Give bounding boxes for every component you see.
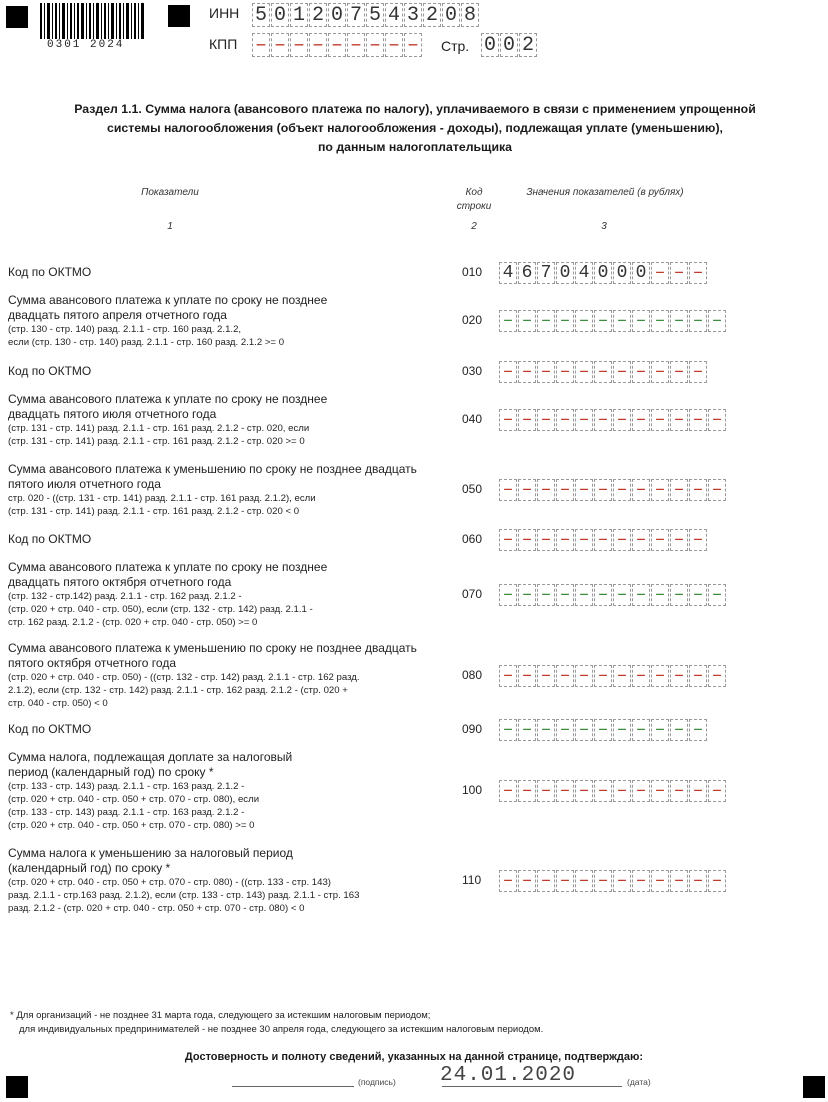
indicator-title-line: двадцать пятого апреля отчетного года (8, 308, 227, 322)
indicator-description (8, 560, 448, 629)
digit-cell[interactable]: 2 (309, 3, 327, 27)
indicator-description (8, 293, 448, 349)
digit-cell[interactable]: – (518, 584, 536, 606)
digit-cell[interactable]: 6 (518, 262, 536, 284)
digit-cell[interactable]: 4 (499, 262, 517, 284)
page-label: Стр. (441, 38, 470, 54)
digit-cell[interactable]: – (670, 479, 688, 501)
value-cells (499, 719, 707, 741)
value-cells (499, 310, 726, 332)
indicator-description (8, 750, 448, 832)
digit-cell[interactable]: – (632, 780, 650, 802)
digit-cell[interactable]: 2 (519, 33, 537, 57)
digit-cell[interactable]: – (594, 529, 612, 551)
digit-cell[interactable]: – (670, 719, 688, 741)
indicator-title-line: Код по ОКТМО (8, 265, 92, 279)
digit-cell[interactable]: – (537, 665, 555, 687)
indicator-title-line: Сумма авансового платежа к уплате по сроку не позднее (8, 560, 328, 574)
indicator-formula-line: (стр. 131 - стр. 141) разд. 2.1.1 - стр. 161 разд. 2.1.2 - стр. 020 >= 0 (8, 436, 305, 447)
digit-cell[interactable]: – (670, 870, 688, 892)
indicator-formula-line: разд. 2.1.2 - (стр. 020 + стр. 040 - стр. 050 + стр. 070 - стр. 080) < 0 (8, 903, 305, 914)
digit-cell[interactable]: – (613, 584, 631, 606)
digit-cell[interactable]: – (385, 33, 403, 57)
indicator-formula-line: стр. 040 - стр. 050) < 0 (8, 698, 108, 709)
digit-cell[interactable]: – (689, 665, 707, 687)
corner-marker-bottom-right (803, 1076, 825, 1098)
indicator-description (8, 722, 448, 737)
row-code: 020 (462, 313, 483, 327)
digit-cell[interactable]: – (670, 361, 688, 383)
digit-cell[interactable]: – (252, 33, 270, 57)
digit-cell[interactable]: 0 (632, 262, 650, 284)
row-code: 100 (462, 783, 483, 797)
digit-cell[interactable]: – (537, 409, 555, 431)
indicator-formula-line: (стр. 132 - стр.142) разд. 2.1.1 - стр. 162 разд. 2.1.2 - (8, 591, 242, 602)
digit-cell[interactable]: – (575, 870, 593, 892)
digit-cell[interactable]: – (575, 719, 593, 741)
confirmation-text: Достоверность и полноту сведений, указанных на данной странице, подтверждаю: (184, 1051, 644, 1063)
indicator-description (8, 392, 448, 448)
digit-cell[interactable]: – (708, 870, 726, 892)
digit-cell[interactable]: 0 (481, 33, 499, 57)
column-header-code-line: Код (465, 187, 483, 198)
digit-cell[interactable]: – (556, 310, 574, 332)
digit-cell[interactable]: – (575, 780, 593, 802)
digit-cell[interactable]: – (556, 361, 574, 383)
column-header-code-line: строки (456, 201, 492, 212)
digit-cell[interactable]: – (613, 719, 631, 741)
digit-cell[interactable]: – (594, 665, 612, 687)
digit-cell[interactable]: – (651, 361, 669, 383)
digit-cell[interactable]: – (575, 584, 593, 606)
indicator-description (8, 532, 448, 547)
value-cells (499, 780, 726, 802)
column-header-values: Значения показателей (в рублях) (526, 187, 684, 198)
digit-cell[interactable]: – (575, 665, 593, 687)
signature-line[interactable] (232, 1086, 354, 1087)
digit-cell[interactable]: – (499, 310, 517, 332)
indicator-formula-line: (стр. 020 + стр. 040 - стр. 050), если (стр. 132 - стр. 142) разд. 2.1.1 - (8, 604, 313, 615)
footnote (10, 1009, 543, 1037)
digit-cell[interactable]: 0 (442, 3, 460, 27)
digit-cell[interactable]: – (632, 665, 650, 687)
indicator-formula-line: если (стр. 130 - стр. 140) разд. 2.1.1 - стр. 160 разд. 2.1.2 >= 0 (8, 337, 285, 348)
digit-cell[interactable]: 5 (252, 3, 270, 27)
digit-cell[interactable]: 4 (385, 3, 403, 27)
digit-cell[interactable]: – (518, 665, 536, 687)
digit-cell[interactable]: – (651, 409, 669, 431)
digit-cell[interactable]: – (537, 529, 555, 551)
digit-cell[interactable]: – (708, 780, 726, 802)
digit-cell[interactable]: – (651, 529, 669, 551)
row-code: 070 (462, 586, 483, 601)
digit-cell[interactable]: 0 (500, 33, 518, 57)
row-code: 030 (462, 363, 483, 378)
indicator-formula-line: разд. 2.1.1 - стр.163 разд. 2.1.2), если (стр. 133 - стр. 143) разд. 2.1.1 - стр. 163 (8, 890, 360, 901)
digit-cell[interactable]: – (518, 780, 536, 802)
indicator-title-line: Сумма авансового платежа к уменьшению по сроку не позднее двадцать (8, 462, 417, 476)
digit-cell[interactable]: 2 (423, 3, 441, 27)
digit-cell[interactable]: – (537, 361, 555, 383)
digit-cell[interactable]: – (499, 665, 517, 687)
digit-cell[interactable]: – (689, 262, 707, 284)
indicator-formula-line: (стр. 131 - стр. 141) разд. 2.1.1 - стр. 161 разд. 2.1.2 - стр. 020, если (8, 423, 310, 434)
digit-cell[interactable]: – (613, 529, 631, 551)
column-number-2: 2 (471, 221, 477, 232)
digit-cell[interactable]: – (708, 409, 726, 431)
digit-cell[interactable]: – (518, 361, 536, 383)
digit-cell[interactable]: – (404, 33, 422, 57)
kpp-label: КПП (209, 36, 238, 52)
digit-cell[interactable]: – (613, 870, 631, 892)
digit-cell[interactable]: – (670, 529, 688, 551)
digit-cell[interactable]: – (594, 409, 612, 431)
digit-cell[interactable]: – (670, 409, 688, 431)
corner-marker-top-mid (168, 5, 190, 27)
digit-cell[interactable]: – (499, 529, 517, 551)
digit-cell[interactable]: – (518, 529, 536, 551)
digit-cell[interactable]: – (499, 479, 517, 501)
digit-cell[interactable]: – (613, 310, 631, 332)
kpp-cells (252, 33, 422, 57)
digit-cell[interactable]: – (632, 409, 650, 431)
indicator-title-line: Сумма налога, подлежащая доплате за налоговый (8, 750, 293, 764)
indicator-description (8, 364, 448, 379)
indicator-formula-line: (стр. 020 + стр. 040 - стр. 050 + стр. 070 - стр. 080), если (8, 794, 260, 805)
digit-cell[interactable]: – (556, 529, 574, 551)
date-label: (дата) (627, 1077, 651, 1087)
indicator-title-line: Сумма авансового платежа к уплате по сроку не позднее (8, 392, 328, 406)
value-cells (499, 665, 726, 687)
digit-cell[interactable]: – (499, 409, 517, 431)
signature-label: (подпись) (358, 1077, 396, 1087)
digit-cell[interactable]: – (670, 780, 688, 802)
indicator-formula-line: 2.1.2), если (стр. 132 - стр. 142) разд. 2.1.1 - стр. 162 разд. 2.1.2 - (стр. 020 + (8, 685, 348, 696)
digit-cell[interactable]: – (499, 719, 517, 741)
digit-cell[interactable]: – (689, 780, 707, 802)
section-title-line: Раздел 1.1. Сумма налога (авансового платежа по налогу), уплачиваемого в связи с применением упрощенной (74, 102, 756, 116)
digit-cell[interactable]: – (670, 584, 688, 606)
digit-cell[interactable]: – (556, 870, 574, 892)
digit-cell[interactable]: – (651, 780, 669, 802)
digit-cell[interactable]: – (689, 310, 707, 332)
indicator-title-line: (календарный год) по сроку * (8, 861, 171, 875)
digit-cell[interactable]: – (537, 584, 555, 606)
digit-cell[interactable]: – (575, 361, 593, 383)
digit-cell[interactable]: – (499, 361, 517, 383)
digit-cell[interactable]: – (689, 479, 707, 501)
row-code: 010 (462, 264, 483, 279)
digit-cell[interactable]: – (366, 33, 384, 57)
digit-cell[interactable]: – (632, 529, 650, 551)
value-cells (499, 262, 707, 284)
inn-cells (252, 3, 479, 27)
column-header-indicators: Показатели (141, 187, 199, 198)
digit-cell[interactable]: – (632, 479, 650, 501)
indicator-title-line: период (календарный год) по сроку * (8, 765, 214, 779)
digit-cell[interactable]: – (689, 361, 707, 383)
digit-cell[interactable]: – (632, 310, 650, 332)
digit-cell[interactable]: – (708, 479, 726, 501)
indicator-title-line: пятого июля отчетного года (8, 477, 161, 491)
indicator-formula-line: стр. 020 - ((стр. 131 - стр. 141) разд. 2.1.1 - стр. 161 разд. 2.1.2), если (8, 493, 316, 504)
row-code: 050 (462, 482, 483, 496)
digit-cell[interactable]: – (651, 719, 669, 741)
indicator-title-line: Сумма налога к уменьшению за налоговый период (8, 846, 293, 860)
digit-cell[interactable]: – (651, 310, 669, 332)
row-code: 040 (462, 412, 483, 426)
digit-cell[interactable]: – (670, 310, 688, 332)
section-title (20, 100, 810, 157)
digit-cell[interactable]: – (518, 479, 536, 501)
digit-cell[interactable]: – (499, 584, 517, 606)
digit-cell[interactable]: – (556, 409, 574, 431)
value-cells (499, 479, 726, 501)
digit-cell[interactable]: – (328, 33, 346, 57)
digit-cell[interactable]: – (594, 361, 612, 383)
digit-cell[interactable]: – (651, 479, 669, 501)
digit-cell[interactable]: – (632, 870, 650, 892)
indicator-description (8, 846, 448, 915)
digit-cell[interactable]: – (708, 584, 726, 606)
digit-cell[interactable]: – (537, 719, 555, 741)
digit-cell[interactable]: – (499, 780, 517, 802)
digit-cell[interactable]: 7 (537, 262, 555, 284)
digit-cell[interactable]: – (708, 310, 726, 332)
digit-cell[interactable]: – (651, 665, 669, 687)
corner-marker-top-left (6, 6, 28, 28)
indicator-description (8, 265, 448, 280)
value-cells (499, 870, 726, 892)
digit-cell[interactable]: 4 (575, 262, 593, 284)
row-code: 110 (462, 872, 482, 887)
digit-cell[interactable]: 7 (347, 3, 365, 27)
digit-cell[interactable]: – (651, 870, 669, 892)
indicator-formula-line: (стр. 020 + стр. 040 - стр. 050) - ((стр. 132 - стр. 142) разд. 2.1.1 - стр. 162 разд. (8, 672, 360, 683)
digit-cell[interactable]: – (309, 33, 327, 57)
indicator-formula-line: (стр. 020 + стр. 040 - стр. 050 + стр. 070 - стр. 080) >= 0 (8, 820, 255, 831)
digit-cell[interactable]: – (689, 529, 707, 551)
page-number-cells (481, 33, 537, 57)
digit-cell[interactable]: – (708, 665, 726, 687)
row-code: 080 (462, 667, 483, 682)
indicator-formula-line: стр. 162 разд. 2.1.2 - (стр. 020 + стр. 040 - стр. 050) >= 0 (8, 617, 258, 628)
digit-cell[interactable]: 0 (271, 3, 289, 27)
column-header-code (452, 186, 496, 214)
digit-cell[interactable]: – (594, 479, 612, 501)
digit-cell[interactable]: – (518, 310, 536, 332)
digit-cell[interactable]: – (613, 361, 631, 383)
digit-cell[interactable]: – (537, 780, 555, 802)
digit-cell[interactable]: – (613, 479, 631, 501)
indicator-title-line: Код по ОКТМО (8, 722, 92, 736)
digit-cell[interactable]: – (594, 870, 612, 892)
digit-cell[interactable]: – (670, 665, 688, 687)
digit-cell[interactable]: – (556, 479, 574, 501)
digit-cell[interactable]: 3 (404, 3, 422, 27)
digit-cell[interactable]: 0 (594, 262, 612, 284)
digit-cell[interactable]: – (651, 262, 669, 284)
section-title-line: системы налогообложения (объект налогообложения - доходы), подлежащая уплате (уменьшению), (107, 121, 723, 135)
digit-cell[interactable]: – (594, 780, 612, 802)
column-number-3: 3 (601, 221, 607, 232)
digit-cell[interactable]: – (499, 870, 517, 892)
digit-cell[interactable]: 0 (328, 3, 346, 27)
digit-cell[interactable]: – (556, 719, 574, 741)
value-cells (499, 409, 726, 431)
digit-cell[interactable]: – (613, 780, 631, 802)
digit-cell[interactable]: – (689, 870, 707, 892)
indicator-description (8, 641, 448, 710)
indicator-title-line: пятого октября отчетного года (8, 656, 176, 670)
date-line (442, 1086, 622, 1087)
indicator-title-line: двадцать пятого июля отчетного года (8, 407, 217, 421)
digit-cell[interactable]: – (556, 584, 574, 606)
digit-cell[interactable]: – (271, 33, 289, 57)
digit-cell[interactable]: – (556, 780, 574, 802)
digit-cell[interactable]: – (537, 870, 555, 892)
indicator-title-line: двадцать пятого октября отчетного года (8, 575, 232, 589)
indicator-formula-line: (стр. 131 - стр. 141) разд. 2.1.1 - стр. 161 разд. 2.1.2 - стр. 020 < 0 (8, 506, 300, 517)
digit-cell[interactable]: – (556, 665, 574, 687)
indicator-formula-line: (стр. 133 - стр. 143) разд. 2.1.1 - стр. 163 разд. 2.1.2 - (8, 807, 245, 818)
indicator-formula-line: (стр. 020 + стр. 040 - стр. 050 + стр. 070 - стр. 080) - ((стр. 133 - стр. 143) (8, 877, 331, 888)
indicator-formula-line: (стр. 130 - стр. 140) разд. 2.1.1 - стр. 160 разд. 2.1.2, (8, 324, 242, 335)
digit-cell[interactable]: 8 (461, 3, 479, 27)
digit-cell[interactable]: 1 (290, 3, 308, 27)
indicator-formula-line: (стр. 133 - стр. 143) разд. 2.1.1 - стр. 163 разд. 2.1.2 - (8, 781, 245, 792)
value-cells (499, 361, 707, 383)
digit-cell[interactable]: – (575, 479, 593, 501)
digit-cell[interactable]: – (594, 584, 612, 606)
digit-cell[interactable]: – (537, 479, 555, 501)
indicator-description (8, 462, 448, 518)
date-value[interactable]: 24.01.2020 (440, 1064, 577, 1087)
digit-cell[interactable]: – (347, 33, 365, 57)
digit-cell[interactable]: – (518, 719, 536, 741)
digit-cell[interactable]: – (537, 310, 555, 332)
digit-cell[interactable]: – (594, 719, 612, 741)
digit-cell[interactable]: – (689, 409, 707, 431)
digit-cell[interactable]: – (575, 310, 593, 332)
digit-cell[interactable]: – (518, 409, 536, 431)
inn-label: ИНН (209, 5, 240, 21)
digit-cell[interactable]: – (689, 719, 707, 741)
barcode-image (40, 3, 146, 39)
digit-cell[interactable]: – (575, 529, 593, 551)
digit-cell[interactable]: – (613, 665, 631, 687)
digit-cell[interactable]: – (575, 409, 593, 431)
column-number-1: 1 (167, 221, 173, 232)
indicator-title-line: Сумма авансового платежа к уплате по сроку не позднее (8, 293, 328, 307)
indicator-title-line: Код по ОКТМО (8, 364, 92, 378)
digit-cell[interactable]: – (613, 409, 631, 431)
digit-cell[interactable]: – (594, 310, 612, 332)
digit-cell[interactable]: – (689, 584, 707, 606)
row-code: 060 (462, 531, 483, 546)
section-title-line: по данным налогоплательщика (317, 140, 512, 154)
footnote-line: * Для организаций - не позднее 31 марта года, следующего за истекшим налоговым периодом; (10, 1010, 431, 1021)
digit-cell[interactable]: – (632, 719, 650, 741)
digit-cell[interactable]: – (670, 262, 688, 284)
digit-cell[interactable]: – (632, 584, 650, 606)
value-cells (499, 529, 707, 551)
footnote-line: для индивидуальных предпринимателей - не позднее 30 апреля года, следующего за истекшим налоговым периодом. (19, 1024, 544, 1035)
digit-cell[interactable]: – (518, 870, 536, 892)
digit-cell[interactable]: 0 (613, 262, 631, 284)
row-code: 090 (462, 721, 483, 736)
digit-cell[interactable]: 0 (556, 262, 574, 284)
corner-marker-bottom-left (6, 1076, 28, 1098)
digit-cell[interactable]: – (651, 584, 669, 606)
indicator-title-line: Код по ОКТМО (8, 532, 92, 546)
value-cells (499, 584, 726, 606)
digit-cell[interactable]: – (290, 33, 308, 57)
indicator-title-line: Сумма авансового платежа к уменьшению по сроку не позднее двадцать (8, 641, 417, 655)
barcode-number: 0301 2024 (47, 39, 125, 51)
digit-cell[interactable]: – (632, 361, 650, 383)
digit-cell[interactable]: 5 (366, 3, 384, 27)
